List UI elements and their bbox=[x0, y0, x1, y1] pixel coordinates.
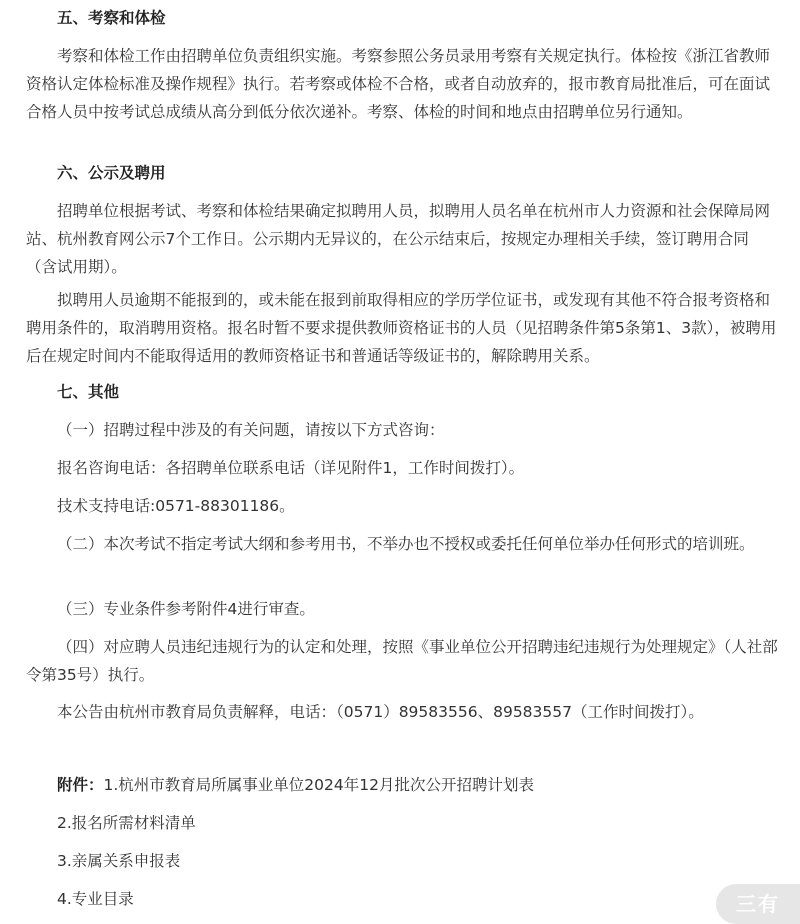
section-7-item-2: （二）本次考试不指定考试大纲和参考用书，不举办也不授权或委托任何单位举办任何形式的培训班。 bbox=[57, 535, 755, 553]
section-7-phone-support: 技术支持电话:0571-88301186。 bbox=[57, 497, 295, 515]
section-7-item-4: （四）对应聘人员违纪违规行为的认定和处理，按照《事业单位公开招聘违纪违规行为处理规定》（人社部令第35号）执行。 bbox=[26, 638, 778, 684]
section-7-item-1: （一）招聘过程中涉及的有关问题，请按以下方式咨询： bbox=[57, 421, 445, 439]
attachments-label: 附件： bbox=[57, 776, 104, 794]
section-6-paragraph-1: 招聘单位根据考试、考察和体检结果确定拟聘用人员，拟聘用人员名单在杭州市人力资源和社会保障局网站、杭州教育网公示7个工作日。公示期内无异议的，在公示结束后，按规定办理相关手续，签订聘用合同（含试用期）。 bbox=[26, 202, 771, 276]
section-7-title: 七、其他 bbox=[57, 383, 120, 401]
attachment-item-1 bbox=[26, 771, 778, 799]
attachment-item-2: 2.报名所需材料清单 bbox=[57, 814, 196, 832]
attachment-item-1-text: 1.杭州市教育局所属事业单位2024年12月批次公开招聘计划表 bbox=[103, 776, 534, 794]
section-5-body: 考察和体检工作由招聘单位负责组织实施。考察参照公务员录用考察有关规定执行。体检按《浙江省教师资格认定体检标准及操作规程》执行。若考察或体检不合格，或者自动放弃的，报市教育局批准后，可在面试合格人员中按考试总成绩从高分到低分依次递补。考察、体检的时间和地点由招聘单位另行通知。 bbox=[26, 47, 771, 121]
watermark-badge: 三有 bbox=[716, 884, 800, 924]
attachment-item-4: 4.专业目录 bbox=[57, 890, 134, 908]
section-5-title: 五、考察和体检 bbox=[57, 9, 166, 27]
section-6-title: 六、公示及聘用 bbox=[57, 164, 166, 182]
section-7-phone-registration: 报名咨询电话：各招聘单位联系电话（详见附件1，工作时间拨打）。 bbox=[57, 459, 525, 477]
notice-statement: 本公告由杭州市教育局负责解释，电话：（0571）89583556、89583557（工作时间拨打）。 bbox=[57, 703, 704, 721]
section-6-paragraph-2: 拟聘用人员逾期不能报到的，或未能在报到前取得相应的学历学位证书，或发现有其他不符合报考资格和聘用条件的，取消聘用资格。报名时暂不要求提供教师资格证书的人员（见招聘条件第5条第1、3款），被聘用后在规定时间内不能取得适用的教师资格证书和普通话等级证书的，解除聘用关系。 bbox=[26, 291, 777, 365]
attachment-item-3: 3.亲属关系申报表 bbox=[57, 852, 181, 870]
section-7-item-3: （三）专业条件参考附件4进行审查。 bbox=[57, 600, 315, 618]
